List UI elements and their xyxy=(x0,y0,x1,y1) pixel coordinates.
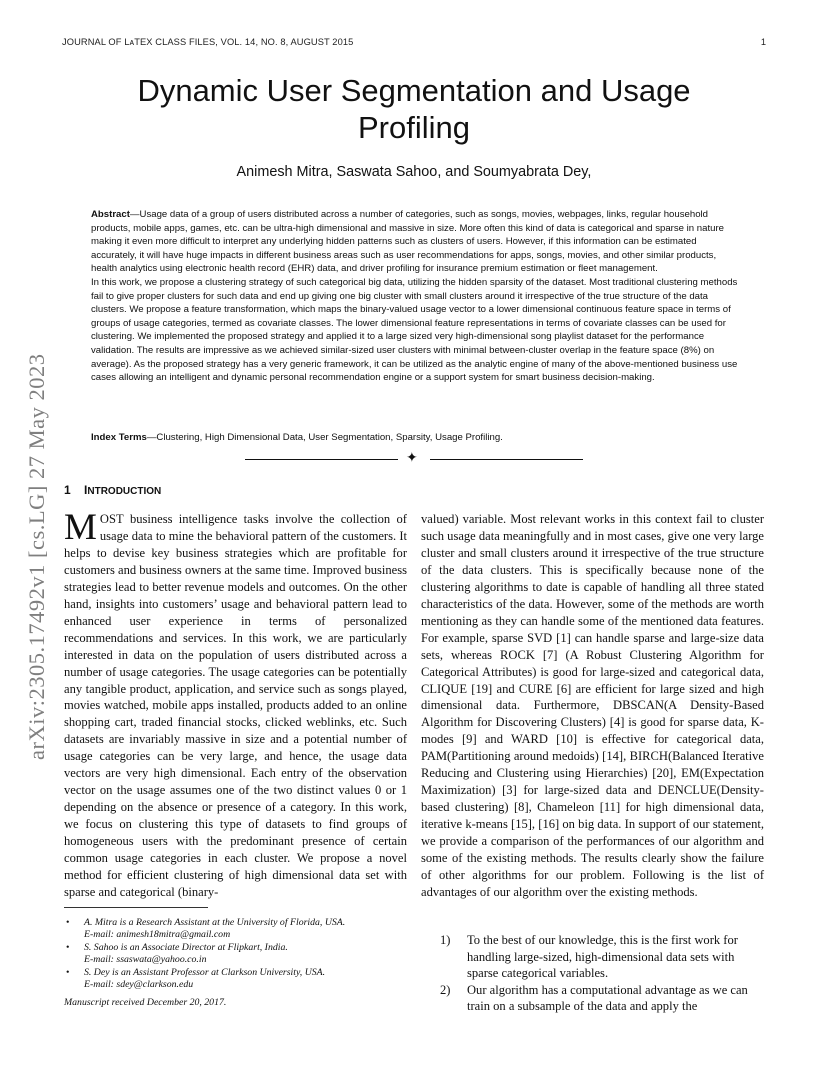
footnote-affiliation: A. Mitra is a Research Assistant at the University of Florida, USA. xyxy=(84,917,346,928)
paper-title xyxy=(90,72,738,146)
separator-rule-left xyxy=(245,459,398,460)
arxiv-stamp xyxy=(20,280,52,760)
footnote-item xyxy=(64,942,407,967)
section-title-rest: NTRODUCTION xyxy=(87,486,162,497)
authors: Animesh Mitra, Saswata Sahoo, and Soumyabrata Dey, xyxy=(236,164,592,180)
separator-rule-right xyxy=(430,459,583,460)
abstract-label: Abstract xyxy=(91,209,130,220)
intro-text: business intelligence tasks involve the collection of usage data to mine the behavioral pattern of the customers. It helps to devise key business strategies which are profitable for customers and business owners at the same time. Improved business strategies lead to better revenue models and outcomes. On the other hand, insights into customers’ usage and behavioral pattern lead to enhanced user experience in terms of personalized recommendations and services. In this work, we are particularly interested in data on the population of users distributed across a number of usage categories. The usage categories can be potentially any tangible product, application, and service such as songs played, movies watched, mobile apps installed, products added to an online shopping cart, traded financial stocks, clicked weblinks, etc. Such datasets are invariably massive in size and a potential number of usage categories can be very large, and hence, the usage data vectors are very high dimensional. Each entry of the observation vector on the usage assumes one of the two distinct values 0 or 1 depending on the absence or presence of a category. In this work, we focus on clustering this type of datasets to find groups of homogeneous users with the predominant presence of certain common usage categories in each cluster. We propose a novel method for efficient clustering of high dimensional data set with sparse and categorical (binary- xyxy=(64,512,407,899)
separator-star-icon: ✦ xyxy=(406,450,418,466)
list-item-text: To the best of our knowledge, this is the first work for handling large-sized, high-dimensional data sets with sparse categorical variables. xyxy=(467,933,738,980)
footnote-bullet: • xyxy=(66,966,70,978)
section-heading xyxy=(64,483,161,497)
abstract-text-1: —Usage data of a group of users distributed across a number of categories, such as songs, movies, webpages, links, regular household products, mobile apps, games, etc. can be ultra-high dimensional and massive in size. More often this kind of data is categorical and sparse in nature making it even more difficult to interpret any underlying hidden patterns such as clusters of users. However, if this information can be estimated accurately, it will have huge impacts in different business areas such as user recommendations for apps, songs, movies, and other similar products, health analytics using electronic health record (EHR) data, and driver profiling for insurance premium estimation or fleet management. xyxy=(91,209,724,275)
body-column-right xyxy=(421,511,764,901)
list-item xyxy=(440,982,764,1015)
advantages-list xyxy=(440,932,764,1015)
intro-first-word: OST xyxy=(99,512,124,526)
abstract-paragraph-1 xyxy=(91,208,739,276)
right-column-paragraph: valued) variable. Most relevant works in this context fail to cluster such usage data meaningfully and in most cases, give one very large cluster and small clusters around it irrespective of the true structure of the data clusters. This is specifically because none of the clustering algorithms to date is capable of handling all three stated characteristics of the data. However, some of the methods are worth mentioning as they can handle some of the mentioned data features. For example, sparse SVD [1] can handle sparse and large-size data sets, whereas ROCK [7] (A Robust Clustering Algorithm for Categorical Attributes) is good for large-sized and categorical data, CLIQUE [19] and CURE [6] are efficient for large sized and high dimensional data. Furthermore, DBSCAN(A Density-Based Algorithm for Discovering Clusters) [4] is good for sparse data, K-modes [9] and WARD [10] is effective for categorical data, PAM(Partitioning around medoids) [14], BIRCH(Balanced Iterative Reducing and Clustering using Hierarchies) [20], EM(Expectation Maximization) [3] for large-sized data and DENCLUE(Density-based clustering) [8], Chameleon [11] for high dimensional data, iterative k-means [15], [16] on big data. In support of our statement, we provide a comparison of the performances of our algorithm and some of the existing methods. The results clearly show the failure of other algorithms for our problem. Following is the list of advantages of our algorithm over the existing methods. xyxy=(421,512,764,899)
footnote-item xyxy=(64,917,407,942)
list-item-text: Our algorithm has a computational advantage as we can train on a subsample of the data and apply the xyxy=(467,982,748,1013)
title-line-1: Dynamic User Segmentation and Usage xyxy=(137,73,691,108)
index-terms-text: —Clustering, High Dimensional Data, User Segmentation, Sparsity, Usage Profiling. xyxy=(146,432,503,443)
footnote-item xyxy=(64,967,407,992)
section-number: 1 xyxy=(64,483,71,497)
footnote-email: E-mail: ssaswata@yahoo.co.in xyxy=(84,954,207,966)
list-item-number: 2) xyxy=(440,982,451,997)
drop-cap: M xyxy=(64,507,97,548)
abstract xyxy=(91,208,739,385)
section-title-initial: I xyxy=(84,483,88,497)
footnote-affiliation: S. Sahoo is an Associate Director at Flipkart, India. xyxy=(84,941,288,953)
page-number: 1 xyxy=(760,37,766,47)
abstract-paragraph-2: In this work, we propose a clustering strategy of such categorical big data, utilizing the hidden sparsity of the dataset. Most traditional clustering methods fail to give proper clusters for such data and end up giving one big cluster with small clusters around it irrespective of the true structure of the data clusters. We propose a feature transformation, which maps the binary-valued usage vector to a lower dimensional continuous feature space in terms of groups of usage categories, termed as covariate classes. The lower dimensional feature representations in terms of covariate classes can be used for clustering. We implemented the proposed strategy and applied it to a large sized very high-dimensional song playlist dataset for the performance validation. The results are impressive as we achieved similar-sized user clusters with minimal between-cluster overlap in the feature space (8%) on average). As the proposed strategy has a very generic framework, it can be utilized as the analytic engine of many of the above-mentioned business use cases allowing an intelligent and dynamic personal recommendation engine or a support system for smart business decision-making. xyxy=(91,276,738,384)
footnote-email: E-mail: animesh18mitra@gmail.com xyxy=(84,929,231,941)
title-line-2: Profiling xyxy=(358,110,470,145)
index-terms-label: Index Terms xyxy=(91,432,147,443)
footnote-bullet: • xyxy=(66,941,70,953)
footnote-affiliation: S. Dey is an Assistant Professor at Clarkson University, USA. xyxy=(84,966,326,978)
footnotes xyxy=(64,917,407,991)
list-item-number: 1) xyxy=(440,933,451,947)
intro-paragraph xyxy=(64,507,407,901)
manuscript-note: Manuscript received December 20, 2017. xyxy=(64,997,227,1008)
arxiv-id: arXiv:2305.17492v1 [cs.LG] 27 May 2023 xyxy=(24,353,49,760)
footnote-email: E-mail: sdey@clarkson.edu xyxy=(84,979,194,991)
footnote-bullet: • xyxy=(66,917,70,928)
footnote-rule xyxy=(64,907,208,908)
running-head: JOURNAL OF LᴀTEX CLASS FILES, VOL. 14, NO. 8, AUGUST 2015 xyxy=(62,37,354,47)
index-terms xyxy=(91,432,739,443)
body-column-left xyxy=(64,507,407,901)
list-item xyxy=(440,932,764,982)
